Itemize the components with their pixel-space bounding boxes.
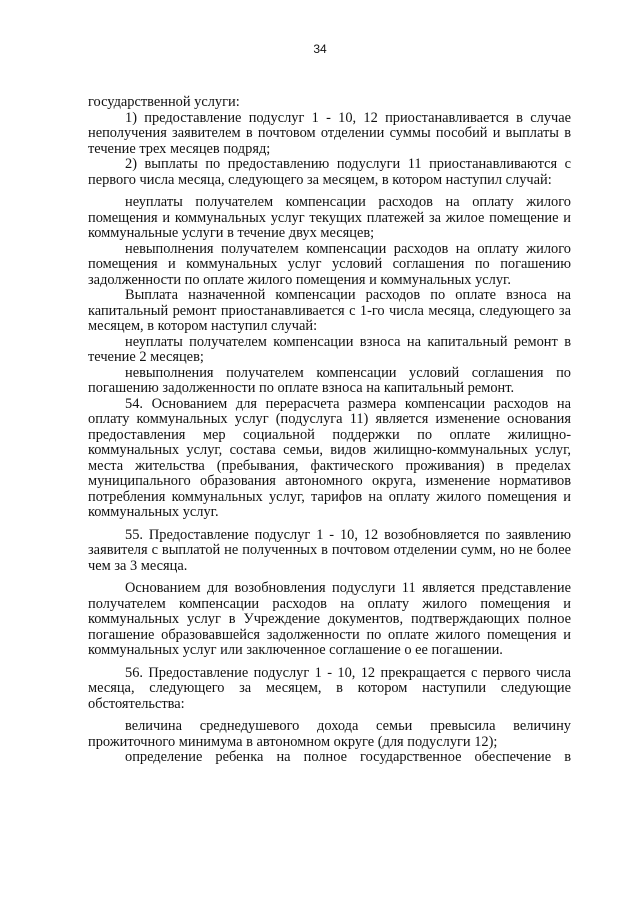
paragraph-56: 56. Предоставление подуслуг 1 - 10, 12 прекращается с первого числа месяца, следующего за месяцем, в котором наступили следующие обстоятельства: xyxy=(88,664,571,712)
paragraph-item-2: 2) выплаты по предоставлению подуслуги 11 приостанавливаются с первого числа месяца, следующего за месяцем, в котором наступил случай: xyxy=(88,156,571,188)
paragraph-state-support: определение ребенка на полное государственное обеспечение в xyxy=(125,749,571,765)
paragraph-54: 54. Основанием для перерасчета размера компенсации расходов на оплату коммунальных услуг (подуслуга 11) является изменение основания предоставления мер социальной поддержки по оплате жилищно-коммунальных услуг, состава семьи, видов жилищно-коммунальных услуг, места жительства (пребывания, фактического проживания) в пределах муниципального образования автономного округа, изменение нормативов потребления коммунальных услуг, тарифов на оплату жилого помещения и коммунальных услуг. xyxy=(88,395,571,520)
paragraph-capital-repair: Выплата назначенной компенсации расходов по оплате взноса на капитальный ремонт приостанавливается с 1-го числа месяца, следующего за месяцем, в котором наступил случай: xyxy=(88,287,571,334)
paragraph-capital-nonpayment: неуплаты получателем компенсации взноса на капитальный ремонт в течение 2 месяцев; xyxy=(88,333,571,365)
paragraph-income-exceeds: величина среднедушевого дохода семьи превысила величину прожиточного минимума в автономном округе (для подуслуги 12); xyxy=(88,718,571,750)
paragraph-55: 55. Предоставление подуслуг 1 - 10, 12 возобновляется по заявлению заявителя с выплатой не полученных в почтовом отделении сумм, но не более чем за 3 месяца. xyxy=(88,526,571,574)
page-number: 34 xyxy=(313,42,327,56)
paragraph-resumption-11: Основанием для возобновления подуслуги 11 является представление получателем компенсации расходов на оплату жилого помещения и коммунальных услуг в Учреждение документов, подтверждающих полное погашение образовавшейся задолженности по оплате жилого помещения и коммунальных услуг или заключенное соглашение о ее погашении. xyxy=(88,580,571,658)
paragraph-case-nonfulfillment: невыполнения получателем компенсации расходов на оплату жилого помещения и коммунальных услуг условий соглашения по погашению задолженности по оплате жилого помещения и коммунальных услуг. xyxy=(88,240,571,288)
paragraph-continuation: государственной услуги: xyxy=(88,94,240,110)
paragraph-capital-nonfulfillment: невыполнения получателем компенсации условий соглашения по погашению задолженности по оплате взноса на капитальный ремонт. xyxy=(88,364,571,396)
document-body xyxy=(88,95,571,766)
paragraph-case-nonpayment: неуплаты получателем компенсации расходов на оплату жилого помещения и коммунальных услуг текущих платежей за жилое помещение и коммунальные услуги в течение двух месяцев; xyxy=(88,194,571,241)
paragraph-item-1: 1) предоставление подуслуг 1 - 10, 12 приостанавливается в случае неполучения заявителем в почтовом отделении суммы пособий и выплаты в течение трех месяцев подряд; xyxy=(88,109,571,157)
